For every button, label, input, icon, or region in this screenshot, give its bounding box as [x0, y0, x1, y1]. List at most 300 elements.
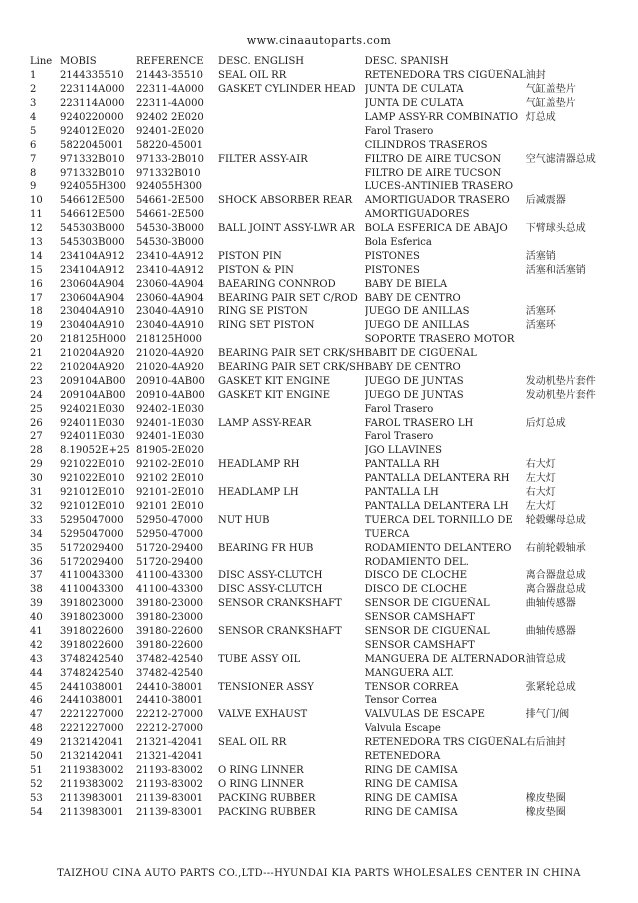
- table-row: [30, 500, 616, 514]
- table-row: [30, 305, 616, 319]
- desc-spanish: RING DE CAMISA: [364, 764, 458, 776]
- desc-chinese: 橡皮垫圈: [525, 806, 566, 818]
- mobis-number: 545303B000: [60, 223, 125, 235]
- table-row: [30, 430, 616, 444]
- table-row: [30, 416, 616, 430]
- line-number: 6: [30, 139, 37, 151]
- mobis-number: 5295047000: [60, 528, 124, 540]
- mobis-number: 209104AB00: [60, 375, 126, 387]
- desc-spanish: RETENEDORA TRS CIGÜEÑAL: [364, 737, 526, 749]
- line-number: 48: [30, 723, 43, 735]
- mobis-number: 971332B010: [60, 153, 125, 165]
- desc-chinese: [526, 333, 616, 347]
- table-row: [30, 374, 616, 388]
- mobis-number: 223114A000: [60, 98, 125, 110]
- line-number: 26: [30, 417, 43, 429]
- reference-number: 20910-4AB00: [136, 375, 205, 387]
- reference-number: 23060-4A904: [136, 292, 204, 304]
- desc-english: PACKING RUBBER: [218, 792, 316, 804]
- line-number: 24: [30, 389, 43, 401]
- line-number: 31: [30, 487, 43, 499]
- table-row: [30, 541, 616, 555]
- desc-english: [218, 111, 365, 125]
- table-row: [30, 152, 616, 166]
- desc-english: [218, 666, 365, 680]
- desc-chinese: [526, 666, 616, 680]
- mobis-number: 2119383002: [60, 764, 124, 776]
- desc-english: [218, 124, 365, 138]
- mobis-number: 5172029400: [60, 542, 124, 554]
- desc-english: PACKING RUBBER: [218, 806, 316, 818]
- reference-number: 51720-29400: [136, 542, 204, 554]
- desc-english: [218, 208, 365, 222]
- line-number: 28: [30, 445, 43, 457]
- reference-number: 58220-45001: [136, 139, 204, 151]
- desc-spanish: Tensor Correa: [364, 695, 438, 707]
- desc-chinese: [526, 166, 616, 180]
- table-row: [30, 555, 616, 569]
- table-row: [30, 513, 616, 527]
- reference-number: 39180-23000: [136, 612, 204, 624]
- desc-chinese: 活塞环: [525, 306, 556, 318]
- header-mobis: MOBIS: [60, 56, 97, 68]
- desc-chinese: 油封: [525, 70, 546, 82]
- desc-spanish: Farol Trasero: [364, 403, 434, 415]
- desc-english: [218, 333, 365, 347]
- line-number: 46: [30, 695, 43, 707]
- reference-number: 23040-4A910: [136, 306, 204, 318]
- reference-number: 54530-3B000: [136, 237, 204, 249]
- desc-chinese: [526, 347, 616, 361]
- desc-english: [218, 402, 365, 416]
- desc-chinese: 左大灯: [525, 473, 556, 485]
- desc-spanish: RING DE CAMISA: [364, 792, 458, 804]
- desc-english: VALVE EXHAUST: [218, 709, 308, 721]
- desc-english: GASKET KIT ENGINE: [218, 389, 330, 401]
- desc-chinese: 离合器盘总成: [525, 570, 586, 582]
- line-number: 38: [30, 584, 43, 596]
- table-row: [30, 458, 616, 472]
- desc-spanish: RODAMIENTO DELANTERO: [364, 542, 512, 554]
- line-number: 18: [30, 306, 43, 318]
- line-number: 25: [30, 403, 43, 415]
- line-number: 16: [30, 278, 43, 290]
- mobis-number: 924011E030: [60, 417, 125, 429]
- mobis-number: 921012E010: [60, 500, 125, 512]
- mobis-number: 924021E030: [60, 403, 125, 415]
- desc-english: [218, 430, 365, 444]
- desc-english: PISTON PIN: [218, 250, 282, 262]
- desc-chinese: [526, 138, 616, 152]
- table-row: [30, 347, 616, 361]
- desc-spanish: Farol Trasero: [364, 431, 434, 443]
- table-row: [30, 361, 616, 375]
- desc-english: BEARING PAIR SET C/ROD: [218, 292, 358, 304]
- reference-number: 81905-2E020: [136, 445, 204, 457]
- mobis-number: 924055H300: [60, 181, 126, 193]
- reference-number: 54661-2E500: [136, 209, 204, 221]
- desc-spanish: DISCO DE CLOCHE: [364, 584, 468, 596]
- reference-number: 39180-22600: [136, 639, 204, 651]
- desc-chinese: 曲轴传感器: [525, 625, 576, 637]
- reference-number: 37482-42540: [136, 653, 204, 665]
- desc-spanish: RING DE CAMISA: [364, 778, 458, 790]
- table-row: [30, 319, 616, 333]
- line-number: 3: [30, 98, 37, 110]
- desc-english: [218, 180, 365, 194]
- table-row: [30, 569, 616, 583]
- desc-spanish: SENSOR DE CIGUEÑAL: [364, 598, 490, 610]
- table-row: [30, 736, 616, 750]
- desc-spanish: SENSOR CAMSHAFT: [364, 612, 475, 624]
- mobis-number: 2441038001: [60, 681, 124, 693]
- mobis-number: 230404A910: [60, 320, 125, 332]
- line-number: 37: [30, 570, 43, 582]
- desc-chinese: 活塞和活塞销: [525, 264, 586, 276]
- table-row: [30, 694, 616, 708]
- desc-chinese: 离合器盘总成: [525, 584, 586, 596]
- desc-spanish: SENSOR CAMSHAFT: [364, 639, 475, 651]
- line-number: 23: [30, 375, 43, 387]
- mobis-number: 3918023000: [60, 612, 124, 624]
- desc-chinese: 右前轮毂轴承: [525, 542, 586, 554]
- mobis-number: 2132142041: [60, 737, 124, 749]
- desc-english: LAMP ASSY-REAR: [218, 417, 312, 429]
- mobis-number: 218125H000: [60, 334, 126, 346]
- mobis-number: 5822045001: [60, 139, 124, 151]
- reference-number: 92102-2E010: [136, 459, 204, 471]
- line-number: 35: [30, 542, 43, 554]
- reference-number: 39180-22600: [136, 625, 204, 637]
- table-row: [30, 124, 616, 138]
- desc-english: DISC ASSY-CLUTCH: [218, 584, 323, 596]
- desc-english: GASKET KIT ENGINE: [218, 375, 330, 387]
- desc-chinese: [526, 236, 616, 250]
- header-line: Line: [30, 56, 53, 68]
- mobis-number: 210204A920: [60, 348, 125, 360]
- reference-number: 218125H000: [136, 334, 202, 346]
- table-row: [30, 277, 616, 291]
- desc-spanish: Farol Trasero: [364, 125, 434, 137]
- table-row: [30, 236, 616, 250]
- desc-spanish: PISTONES: [364, 264, 420, 276]
- desc-english: BEARING FR HUB: [218, 542, 314, 554]
- footer-text: TAIZHOU CINA AUTO PARTS CO.,LTD---HYUNDAI KIA PARTS WHOLESALES CENTER IN CHINA: [57, 868, 581, 879]
- desc-spanish: PANTALLA LH: [364, 487, 439, 499]
- mobis-number: 230604A904: [60, 278, 125, 290]
- desc-chinese: [526, 611, 616, 625]
- desc-spanish: LUCES-ANTINIEB TRASERO: [364, 181, 514, 193]
- reference-number: 21193-83002: [136, 778, 204, 790]
- desc-english: [218, 555, 365, 569]
- desc-chinese: 气缸盖垫片: [525, 98, 576, 110]
- mobis-number: 3918023000: [60, 598, 124, 610]
- desc-english: HEADLAMP LH: [218, 487, 299, 499]
- line-number: 32: [30, 500, 43, 512]
- reference-number: 39180-23000: [136, 598, 204, 610]
- reference-number: 41100-43300: [136, 584, 204, 596]
- desc-chinese: 活塞销: [525, 250, 556, 262]
- desc-english: [218, 97, 365, 111]
- reference-number: 21020-4A920: [136, 362, 204, 374]
- desc-spanish: LAMP ASSY-RR COMBINATIO: [364, 112, 519, 123]
- desc-chinese: 空气滤清器总成: [525, 153, 596, 165]
- table-row: [30, 597, 616, 611]
- desc-spanish: AMORTIGUADORES: [364, 209, 470, 221]
- desc-english: FILTER ASSY-AIR: [218, 153, 308, 165]
- mobis-number: 924012E020: [60, 125, 125, 137]
- table-row: [30, 138, 616, 152]
- reference-number: 21193-83002: [136, 764, 204, 776]
- desc-chinese: 下臂球头总成: [525, 223, 586, 235]
- mobis-number: 4110043300: [60, 584, 124, 596]
- line-number: 9: [30, 181, 37, 193]
- line-number: 12: [30, 223, 43, 235]
- table-row: [30, 666, 616, 680]
- desc-english: SHOCK ABSORBER REAR: [218, 195, 353, 207]
- mobis-number: 5172029400: [60, 556, 124, 568]
- mobis-number: 546612E500: [60, 195, 125, 207]
- mobis-number: 2132142041: [60, 750, 124, 762]
- table-row: [30, 472, 616, 486]
- table-row: [30, 722, 616, 736]
- desc-spanish: FAROL TRASERO LH: [364, 417, 474, 429]
- line-number: 2: [30, 84, 37, 96]
- mobis-number: 2221227000: [60, 709, 124, 721]
- desc-chinese: 气缸盖垫片: [525, 84, 576, 96]
- mobis-number: 230404A910: [60, 306, 125, 318]
- mobis-number: 234104A912: [60, 264, 125, 276]
- mobis-number: 971332B010: [60, 167, 125, 179]
- desc-spanish: RETENEDORA TRS CIGÜEÑAL: [364, 70, 526, 82]
- table-row: [30, 583, 616, 597]
- reference-number: 22212-27000: [136, 723, 204, 735]
- line-number: 36: [30, 556, 43, 568]
- desc-english: DISC ASSY-CLUTCH: [218, 570, 323, 582]
- reference-number: 21321-42041: [136, 750, 204, 762]
- desc-chinese: [526, 777, 616, 791]
- reference-number: 22311-4A000: [136, 98, 204, 110]
- desc-english: SENSOR CRANKSHAFT: [218, 598, 342, 610]
- line-number: 1: [30, 70, 37, 82]
- desc-english: TUBE ASSY OIL: [218, 653, 301, 665]
- desc-chinese: 左大灯: [525, 500, 556, 512]
- line-number: 45: [30, 681, 43, 693]
- desc-english: BEARING PAIR SET CRK/SH: [218, 348, 365, 360]
- desc-spanish: JUEGO DE ANILLAS: [364, 306, 470, 318]
- mobis-number: 209104AB00: [60, 389, 126, 401]
- table-row: [30, 805, 616, 819]
- reference-number: 92401-1E030: [136, 417, 204, 429]
- desc-spanish: PANTALLA DELANTERA LH: [364, 500, 509, 512]
- desc-chinese: 后减震器: [525, 195, 566, 207]
- line-number: 34: [30, 528, 43, 540]
- desc-spanish: SENSOR DE CIGUEÑAL: [364, 625, 490, 637]
- desc-chinese: [526, 694, 616, 708]
- table-row: [30, 791, 616, 805]
- desc-chinese: [526, 402, 616, 416]
- desc-chinese: [526, 750, 616, 764]
- table-row: [30, 111, 616, 125]
- table-row: [30, 249, 616, 263]
- desc-chinese: 油管总成: [525, 653, 566, 665]
- table-header-row: [30, 55, 616, 69]
- reference-number: 92101 2E010: [136, 500, 204, 512]
- desc-chinese: 橡皮垫圈: [525, 792, 566, 804]
- desc-chinese: 灯总成: [525, 112, 556, 123]
- reference-number: 54661-2E500: [136, 195, 204, 207]
- desc-chinese: 轮毂螺母总成: [525, 514, 586, 526]
- table-row: [30, 680, 616, 694]
- reference-number: 24410-38001: [136, 695, 204, 707]
- desc-spanish: BABY DE CENTRO: [364, 362, 461, 374]
- mobis-number: 5295047000: [60, 514, 124, 526]
- desc-chinese: 排气门/阀: [525, 709, 570, 721]
- table-row: [30, 652, 616, 666]
- mobis-number: 223114A000: [60, 84, 125, 96]
- table-row: [30, 180, 616, 194]
- desc-chinese: [526, 444, 616, 458]
- desc-chinese: [526, 555, 616, 569]
- desc-english: [218, 166, 365, 180]
- reference-number: 92402 2E020: [136, 112, 204, 123]
- desc-chinese: 发动机垫片套件: [525, 389, 596, 401]
- line-number: 54: [30, 806, 43, 818]
- table-row: [30, 750, 616, 764]
- desc-chinese: [526, 638, 616, 652]
- desc-spanish: RING DE CAMISA: [364, 806, 458, 818]
- line-number: 14: [30, 250, 43, 262]
- mobis-number: 8.19052E+25: [60, 445, 130, 457]
- line-number: 39: [30, 598, 43, 610]
- desc-spanish: CILINDROS TRASEROS: [364, 139, 488, 151]
- desc-chinese: [526, 291, 616, 305]
- reference-number: 41100-43300: [136, 570, 204, 582]
- desc-chinese: [526, 361, 616, 375]
- reference-number: 92102 2E010: [136, 473, 204, 485]
- desc-english: [218, 694, 365, 708]
- line-number: 5: [30, 125, 37, 137]
- line-number: 17: [30, 292, 43, 304]
- table-row: [30, 777, 616, 791]
- mobis-number: 546612E500: [60, 209, 125, 221]
- table-row: [30, 625, 616, 639]
- desc-chinese: 张紧轮总成: [525, 681, 576, 693]
- mobis-number: 3918022600: [60, 639, 124, 651]
- mobis-number: 4110043300: [60, 570, 124, 582]
- desc-spanish: FILTRO DE AIRE TUCSON: [364, 167, 502, 179]
- header-reference: REFERENCE: [136, 56, 204, 68]
- reference-number: 92401-2E020: [136, 125, 204, 137]
- desc-english: [218, 527, 365, 541]
- reference-number: 21020-4A920: [136, 348, 204, 360]
- desc-spanish: BABY DE BIELA: [364, 278, 448, 290]
- desc-spanish: TENSOR CORREA: [364, 681, 459, 693]
- desc-spanish: PANTALLA DELANTERA RH: [364, 473, 510, 485]
- mobis-number: 210204A920: [60, 362, 125, 374]
- desc-spanish: JUEGO DE JUNTAS: [364, 375, 464, 387]
- line-number: 20: [30, 334, 43, 346]
- desc-chinese: 后灯总成: [525, 417, 566, 429]
- desc-spanish: Valvula Escape: [364, 723, 441, 735]
- line-number: 47: [30, 709, 43, 721]
- desc-english: PISTON & PIN: [218, 264, 294, 276]
- table-row: [30, 611, 616, 625]
- mobis-number: 230604A904: [60, 292, 125, 304]
- desc-spanish: RODAMIENTO DEL.: [364, 556, 469, 568]
- line-number: 15: [30, 264, 43, 276]
- mobis-number: 2113983001: [60, 806, 124, 818]
- reference-number: 23060-4A904: [136, 278, 204, 290]
- reference-number: 924055H300: [136, 181, 202, 193]
- desc-english: [218, 611, 365, 625]
- desc-english: SENSOR CRANKSHAFT: [218, 625, 342, 637]
- line-number: 8: [30, 167, 37, 179]
- desc-english: SEAL OIL RR: [218, 70, 287, 82]
- reference-number: 22212-27000: [136, 709, 204, 721]
- reference-number: 51720-29400: [136, 556, 204, 568]
- table-row: [30, 69, 616, 83]
- reference-number: 52950-47000: [136, 528, 204, 540]
- reference-number: 24410-38001: [136, 681, 204, 693]
- desc-spanish: FILTRO DE AIRE TUCSON: [364, 153, 502, 165]
- mobis-number: 9240220000: [60, 112, 124, 123]
- desc-english: BALL JOINT ASSY-LWR AR: [218, 223, 355, 235]
- desc-spanish: PISTONES: [364, 250, 420, 262]
- mobis-number: 2144335510: [60, 70, 124, 82]
- desc-english: [218, 638, 365, 652]
- reference-number: 21139-83001: [136, 792, 204, 804]
- desc-spanish: SOPORTE TRASERO MOTOR: [364, 334, 515, 346]
- line-number: 22: [30, 362, 43, 374]
- mobis-number: 234104A912: [60, 250, 125, 262]
- table-row: [30, 402, 616, 416]
- mobis-number: 2119383002: [60, 778, 124, 790]
- table-row: [30, 97, 616, 111]
- reference-number: 971332B010: [136, 167, 201, 179]
- desc-english: BEARING PAIR SET CRK/SH: [218, 362, 365, 374]
- desc-english: GASKET CYLINDER HEAD: [218, 84, 356, 96]
- table-row: [30, 444, 616, 458]
- reference-number: 92401-1E030: [136, 431, 204, 443]
- desc-english: [218, 750, 365, 764]
- desc-chinese: 活塞环: [525, 320, 556, 332]
- desc-chinese: [526, 722, 616, 736]
- line-number: 40: [30, 612, 43, 624]
- reference-number: 20910-4AB00: [136, 389, 205, 401]
- mobis-number: 921022E010: [60, 473, 125, 485]
- table-row: [30, 194, 616, 208]
- desc-spanish: AMORTIGUADOR TRASERO: [364, 195, 510, 207]
- mobis-number: 3748242540: [60, 667, 124, 679]
- desc-chinese: [526, 124, 616, 138]
- desc-chinese: [526, 763, 616, 777]
- header-desc-spanish: DESC. SPANISH: [364, 56, 449, 68]
- header-desc-english: DESC. ENGLISH: [218, 56, 305, 68]
- mobis-number: 3748242540: [60, 653, 124, 665]
- desc-spanish: TUERCA: [364, 528, 410, 540]
- table-row: [30, 708, 616, 722]
- desc-spanish: MANGUERA ALT.: [364, 667, 454, 679]
- desc-spanish: DISCO DE CLOCHE: [364, 570, 468, 582]
- desc-english: BAEARING CONNROD: [218, 278, 336, 290]
- desc-spanish: BABY DE CENTRO: [364, 292, 461, 304]
- desc-chinese: 曲轴传感器: [525, 598, 576, 610]
- line-number: 13: [30, 237, 43, 249]
- line-number: 11: [30, 209, 43, 221]
- line-number: 10: [30, 195, 43, 207]
- table-body: [30, 69, 616, 819]
